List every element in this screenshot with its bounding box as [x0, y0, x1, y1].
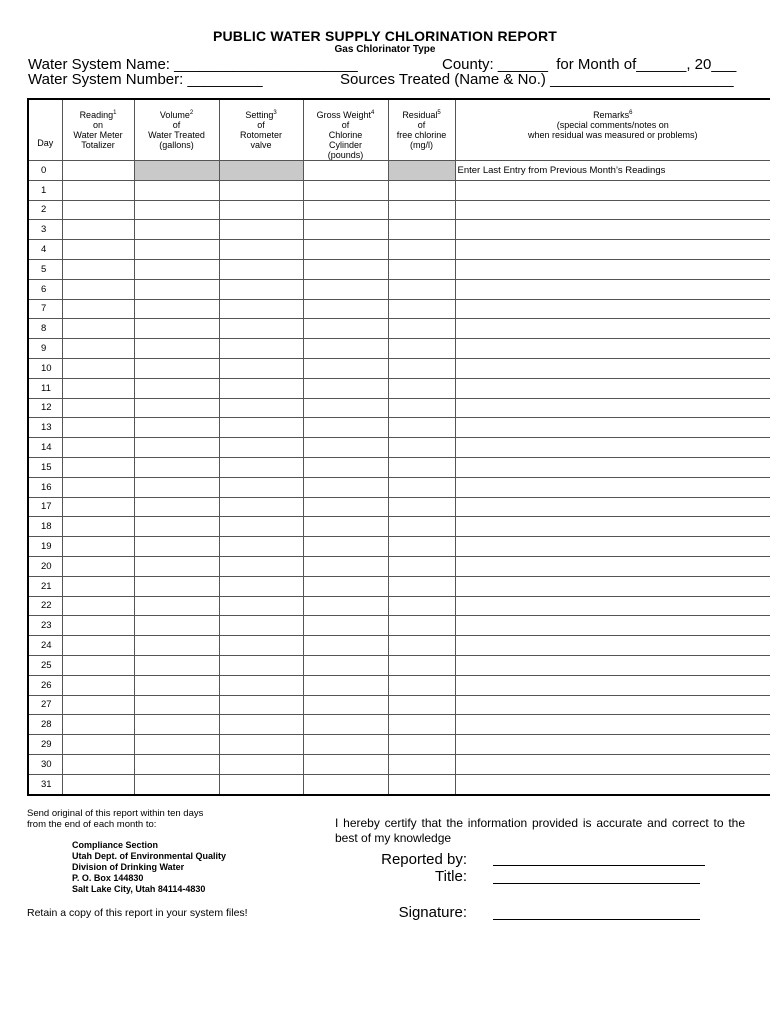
table-row [28, 200, 770, 220]
gross-weight-cell[interactable] [303, 378, 388, 398]
setting-cell[interactable] [219, 616, 303, 636]
title-label: Title: [435, 868, 467, 885]
gross-weight-cell[interactable] [303, 735, 388, 755]
residual-cell[interactable] [388, 754, 455, 774]
remarks-cell[interactable] [455, 457, 770, 477]
reading-cell[interactable] [62, 576, 134, 596]
residual-cell[interactable] [388, 200, 455, 220]
table-row [28, 358, 770, 378]
table-row [28, 240, 770, 260]
remarks-cell[interactable] [455, 655, 770, 675]
residual-cell[interactable] [388, 477, 455, 497]
setting-cell[interactable] [219, 200, 303, 220]
remarks-cell[interactable] [455, 636, 770, 656]
remarks-cell[interactable] [455, 358, 770, 378]
gross-weight-cell[interactable] [303, 655, 388, 675]
reading-cell[interactable] [62, 378, 134, 398]
reading-cell[interactable] [62, 477, 134, 497]
setting-cell[interactable] [219, 636, 303, 656]
table-row [28, 735, 770, 755]
day-cell: 26 [28, 675, 62, 695]
gross-weight-cell[interactable] [303, 319, 388, 339]
day-cell: 2 [28, 200, 62, 220]
setting-cell[interactable] [219, 418, 303, 438]
volume-cell[interactable] [134, 477, 219, 497]
setting-cell[interactable] [219, 220, 303, 240]
retain-notice: Retain a copy of this report in your system files! [27, 907, 248, 919]
table-row [28, 220, 770, 240]
remarks-cell[interactable] [455, 319, 770, 339]
setting-cell[interactable] [219, 774, 303, 794]
day-cell: 18 [28, 517, 62, 537]
reading-cell[interactable] [62, 220, 134, 240]
gross-weight-cell[interactable] [303, 339, 388, 359]
day-cell: 25 [28, 655, 62, 675]
chlorination-table [27, 98, 770, 796]
setting-cell[interactable] [219, 319, 303, 339]
volume-cell[interactable] [134, 556, 219, 576]
reading-cell[interactable] [62, 636, 134, 656]
residual-cell[interactable] [388, 655, 455, 675]
table-row [28, 715, 770, 735]
day-cell: 29 [28, 735, 62, 755]
gross-weight-cell[interactable] [303, 497, 388, 517]
gross-weight-cell[interactable] [303, 537, 388, 557]
day-cell: 7 [28, 299, 62, 319]
day-cell: 20 [28, 556, 62, 576]
volume-cell[interactable] [134, 754, 219, 774]
setting-cell[interactable] [219, 161, 303, 181]
table-row [28, 457, 770, 477]
remarks-cell[interactable] [455, 378, 770, 398]
col-header-volume: Volume$^2$ of Water Treated (gallons) [134, 99, 219, 161]
gross-weight-cell[interactable] [303, 754, 388, 774]
residual-cell[interactable] [388, 695, 455, 715]
residual-cell[interactable] [388, 279, 455, 299]
remarks-cell[interactable] [455, 220, 770, 240]
remarks-cell[interactable] [455, 774, 770, 794]
residual-cell[interactable] [388, 616, 455, 636]
remarks-cell[interactable] [455, 418, 770, 438]
gross-weight-cell[interactable] [303, 259, 388, 279]
water-system-number-field[interactable]: Water System Number: _________ [28, 71, 263, 88]
table-row [28, 279, 770, 299]
setting-cell[interactable] [219, 556, 303, 576]
reading-cell[interactable] [62, 556, 134, 576]
gross-weight-cell[interactable] [303, 240, 388, 260]
reading-cell[interactable] [62, 517, 134, 537]
col-header-gross-weight: Gross Weight$^4$ of Chlorine Cylinder (pounds) [303, 99, 388, 161]
setting-cell[interactable] [219, 398, 303, 418]
reading-cell[interactable] [62, 774, 134, 794]
reading-cell[interactable] [62, 735, 134, 755]
residual-cell[interactable] [388, 636, 455, 656]
residual-cell[interactable] [388, 319, 455, 339]
day-cell: 19 [28, 537, 62, 557]
county-month-field[interactable]: County: ______ for Month of______, 20___ [442, 56, 737, 73]
remarks-cell[interactable] [455, 715, 770, 735]
setting-cell[interactable] [219, 299, 303, 319]
reading-cell[interactable] [62, 695, 134, 715]
volume-cell[interactable] [134, 695, 219, 715]
residual-cell[interactable] [388, 596, 455, 616]
day-cell: 0 [28, 161, 62, 181]
table-row [28, 438, 770, 458]
setting-cell[interactable] [219, 358, 303, 378]
setting-cell[interactable] [219, 180, 303, 200]
setting-cell[interactable] [219, 457, 303, 477]
remarks-cell[interactable] [455, 616, 770, 636]
reported-by-line[interactable] [493, 865, 705, 866]
setting-cell[interactable] [219, 517, 303, 537]
gross-weight-cell[interactable] [303, 299, 388, 319]
day-cell: 5 [28, 259, 62, 279]
signature-line[interactable] [493, 919, 700, 920]
volume-cell[interactable] [134, 319, 219, 339]
reading-cell[interactable] [62, 200, 134, 220]
gross-weight-cell[interactable] [303, 279, 388, 299]
residual-cell[interactable] [388, 299, 455, 319]
day-cell: 22 [28, 596, 62, 616]
volume-cell[interactable] [134, 517, 219, 537]
table-row [28, 636, 770, 656]
table-row [28, 180, 770, 200]
volume-cell[interactable] [134, 675, 219, 695]
table-header-row [28, 99, 770, 161]
residual-cell[interactable] [388, 259, 455, 279]
setting-cell[interactable] [219, 596, 303, 616]
day-cell: 10 [28, 358, 62, 378]
gross-weight-cell[interactable] [303, 596, 388, 616]
day-cell: 16 [28, 477, 62, 497]
table-row [28, 616, 770, 636]
reported-by-label: Reported by: [381, 851, 467, 868]
day-cell: 8 [28, 319, 62, 339]
reading-cell[interactable] [62, 596, 134, 616]
gross-weight-cell[interactable] [303, 457, 388, 477]
day-cell: 12 [28, 398, 62, 418]
volume-cell[interactable] [134, 497, 219, 517]
residual-cell[interactable] [388, 735, 455, 755]
residual-cell[interactable] [388, 774, 455, 794]
table-row [28, 556, 770, 576]
reading-cell[interactable] [62, 616, 134, 636]
remarks-cell[interactable] [455, 200, 770, 220]
volume-cell[interactable] [134, 418, 219, 438]
reading-cell[interactable] [62, 240, 134, 260]
remarks-cell[interactable] [455, 556, 770, 576]
remarks-cell[interactable] [455, 695, 770, 715]
gross-weight-cell[interactable] [303, 675, 388, 695]
gross-weight-cell[interactable] [303, 556, 388, 576]
residual-cell[interactable] [388, 457, 455, 477]
gross-weight-cell[interactable] [303, 616, 388, 636]
setting-cell[interactable] [219, 279, 303, 299]
volume-cell[interactable] [134, 655, 219, 675]
col-header-day: Day [28, 99, 62, 161]
reading-cell[interactable] [62, 438, 134, 458]
col-header-reading: Reading$^1$ on Water Meter Totalizer [62, 99, 134, 161]
certification-text: I hereby certify that the information provided is accurate and correct to the best of my knowledge [335, 816, 745, 845]
setting-cell[interactable] [219, 735, 303, 755]
table-row [28, 655, 770, 675]
day-cell: 4 [28, 240, 62, 260]
table-row [28, 339, 770, 359]
remarks-cell[interactable] [455, 339, 770, 359]
table-row [28, 675, 770, 695]
title-line[interactable] [493, 883, 700, 884]
setting-cell[interactable] [219, 695, 303, 715]
day-cell: 30 [28, 754, 62, 774]
remarks-cell[interactable] [455, 477, 770, 497]
volume-cell[interactable] [134, 537, 219, 557]
day-cell: 14 [28, 438, 62, 458]
report-subtitle: Gas Chlorinator Type [334, 44, 436, 55]
sources-treated-field[interactable]: Sources Treated (Name & No.) ______________________ [340, 71, 734, 88]
day-cell: 13 [28, 418, 62, 438]
mailing-address: Compliance Section Utah Dept. of Environmental Quality Division of Drinking Water P. O. Box 144830 Salt Lake City, Utah 84114-4830 [72, 840, 227, 894]
reading-cell[interactable] [62, 358, 134, 378]
gross-weight-cell[interactable] [303, 180, 388, 200]
day-cell: 9 [28, 339, 62, 359]
table-row [28, 299, 770, 319]
remarks-cell[interactable] [455, 299, 770, 319]
residual-cell[interactable] [388, 220, 455, 240]
volume-cell[interactable] [134, 339, 219, 359]
volume-cell[interactable] [134, 616, 219, 636]
table-row [28, 596, 770, 616]
day-cell: 3 [28, 220, 62, 240]
remarks-cell: Enter Last Entry from Previous Month’s Readings [455, 161, 770, 181]
volume-cell[interactable] [134, 161, 219, 181]
table-row [28, 477, 770, 497]
gross-weight-cell[interactable] [303, 418, 388, 438]
day-cell: 23 [28, 616, 62, 636]
remarks-cell[interactable] [455, 675, 770, 695]
volume-cell[interactable] [134, 299, 219, 319]
residual-cell[interactable] [388, 418, 455, 438]
gross-weight-cell[interactable] [303, 715, 388, 735]
residual-cell[interactable] [388, 517, 455, 537]
residual-cell[interactable] [388, 438, 455, 458]
remarks-cell[interactable] [455, 259, 770, 279]
remarks-cell[interactable] [455, 438, 770, 458]
table-row [28, 497, 770, 517]
reading-cell[interactable] [62, 161, 134, 181]
setting-cell[interactable] [219, 675, 303, 695]
table-row [28, 754, 770, 774]
gross-weight-cell[interactable] [303, 576, 388, 596]
volume-cell[interactable] [134, 774, 219, 794]
table-row [28, 161, 770, 181]
remarks-cell[interactable] [455, 497, 770, 517]
residual-cell[interactable] [388, 497, 455, 517]
day-cell: 28 [28, 715, 62, 735]
gross-weight-cell[interactable] [303, 438, 388, 458]
table-row [28, 517, 770, 537]
gross-weight-cell[interactable] [303, 517, 388, 537]
residual-cell[interactable] [388, 556, 455, 576]
volume-cell[interactable] [134, 180, 219, 200]
gross-weight-cell[interactable] [303, 774, 388, 794]
volume-cell[interactable] [134, 378, 219, 398]
gross-weight-cell[interactable] [303, 398, 388, 418]
col-header-residual: Residual$^5$ of free chlorine (mg/l) [388, 99, 455, 161]
reading-cell[interactable] [62, 537, 134, 557]
reading-cell[interactable] [62, 398, 134, 418]
volume-cell[interactable] [134, 358, 219, 378]
volume-cell[interactable] [134, 576, 219, 596]
setting-cell[interactable] [219, 477, 303, 497]
remarks-cell[interactable] [455, 180, 770, 200]
gross-weight-cell[interactable] [303, 161, 388, 181]
setting-cell[interactable] [219, 754, 303, 774]
col-header-setting: Setting$^3$ of Rotometer valve [219, 99, 303, 161]
remarks-cell[interactable] [455, 240, 770, 260]
table-row [28, 774, 770, 794]
remarks-cell[interactable] [455, 576, 770, 596]
reading-cell[interactable] [62, 457, 134, 477]
residual-cell[interactable] [388, 378, 455, 398]
table-row [28, 576, 770, 596]
col-header-remarks: Remarks$^6$ (special comments/notes on when residual was measured or problems) [455, 99, 770, 161]
residual-cell[interactable] [388, 180, 455, 200]
gross-weight-cell[interactable] [303, 220, 388, 240]
setting-cell[interactable] [219, 497, 303, 517]
day-cell: 21 [28, 576, 62, 596]
gross-weight-cell[interactable] [303, 358, 388, 378]
setting-cell[interactable] [219, 240, 303, 260]
setting-cell[interactable] [219, 259, 303, 279]
volume-cell[interactable] [134, 259, 219, 279]
reading-cell[interactable] [62, 339, 134, 359]
day-cell: 17 [28, 497, 62, 517]
residual-cell[interactable] [388, 537, 455, 557]
setting-cell[interactable] [219, 339, 303, 359]
day-cell: 24 [28, 636, 62, 656]
day-cell: 15 [28, 457, 62, 477]
gross-weight-cell[interactable] [303, 477, 388, 497]
residual-cell[interactable] [388, 675, 455, 695]
volume-cell[interactable] [134, 398, 219, 418]
volume-cell[interactable] [134, 200, 219, 220]
remarks-cell[interactable] [455, 517, 770, 537]
table-row [28, 398, 770, 418]
volume-cell[interactable] [134, 240, 219, 260]
report-title: PUBLIC WATER SUPPLY CHLORINATION REPORT [212, 28, 558, 44]
remarks-cell[interactable] [455, 735, 770, 755]
water-system-name-field[interactable]: Water System Name: ______________________ [28, 56, 358, 73]
residual-cell[interactable] [388, 715, 455, 735]
setting-cell[interactable] [219, 715, 303, 735]
reading-cell[interactable] [62, 418, 134, 438]
volume-cell[interactable] [134, 596, 219, 616]
volume-cell[interactable] [134, 220, 219, 240]
reading-cell[interactable] [62, 319, 134, 339]
residual-cell[interactable] [388, 240, 455, 260]
table-row [28, 378, 770, 398]
table-row [28, 418, 770, 438]
gross-weight-cell[interactable] [303, 695, 388, 715]
reading-cell[interactable] [62, 497, 134, 517]
reading-cell[interactable] [62, 655, 134, 675]
remarks-cell[interactable] [455, 596, 770, 616]
reading-cell[interactable] [62, 180, 134, 200]
setting-cell[interactable] [219, 655, 303, 675]
signature-label: Signature: [398, 904, 467, 921]
remarks-cell[interactable] [455, 279, 770, 299]
volume-cell[interactable] [134, 279, 219, 299]
setting-cell[interactable] [219, 378, 303, 398]
day-cell: 31 [28, 774, 62, 794]
residual-cell[interactable] [388, 398, 455, 418]
gross-weight-cell[interactable] [303, 636, 388, 656]
volume-cell[interactable] [134, 735, 219, 755]
volume-cell[interactable] [134, 715, 219, 735]
reading-cell[interactable] [62, 715, 134, 735]
table-row [28, 259, 770, 279]
send-instructions: Send original of this report within ten days from the end of each month to: [27, 808, 204, 830]
residual-cell[interactable] [388, 358, 455, 378]
day-cell: 27 [28, 695, 62, 715]
remarks-cell[interactable] [455, 754, 770, 774]
reading-cell[interactable] [62, 279, 134, 299]
table-row [28, 537, 770, 557]
day-cell: 6 [28, 279, 62, 299]
remarks-cell[interactable] [455, 537, 770, 557]
residual-cell[interactable] [388, 339, 455, 359]
remarks-cell[interactable] [455, 398, 770, 418]
volume-cell[interactable] [134, 438, 219, 458]
setting-cell[interactable] [219, 576, 303, 596]
reading-cell[interactable] [62, 675, 134, 695]
residual-cell[interactable] [388, 161, 455, 181]
setting-cell[interactable] [219, 537, 303, 557]
residual-cell[interactable] [388, 576, 455, 596]
day-cell: 1 [28, 180, 62, 200]
reading-cell[interactable] [62, 259, 134, 279]
reading-cell[interactable] [62, 299, 134, 319]
volume-cell[interactable] [134, 636, 219, 656]
day-cell: 11 [28, 378, 62, 398]
table-row [28, 319, 770, 339]
gross-weight-cell[interactable] [303, 200, 388, 220]
setting-cell[interactable] [219, 438, 303, 458]
reading-cell[interactable] [62, 754, 134, 774]
table-row [28, 695, 770, 715]
volume-cell[interactable] [134, 457, 219, 477]
